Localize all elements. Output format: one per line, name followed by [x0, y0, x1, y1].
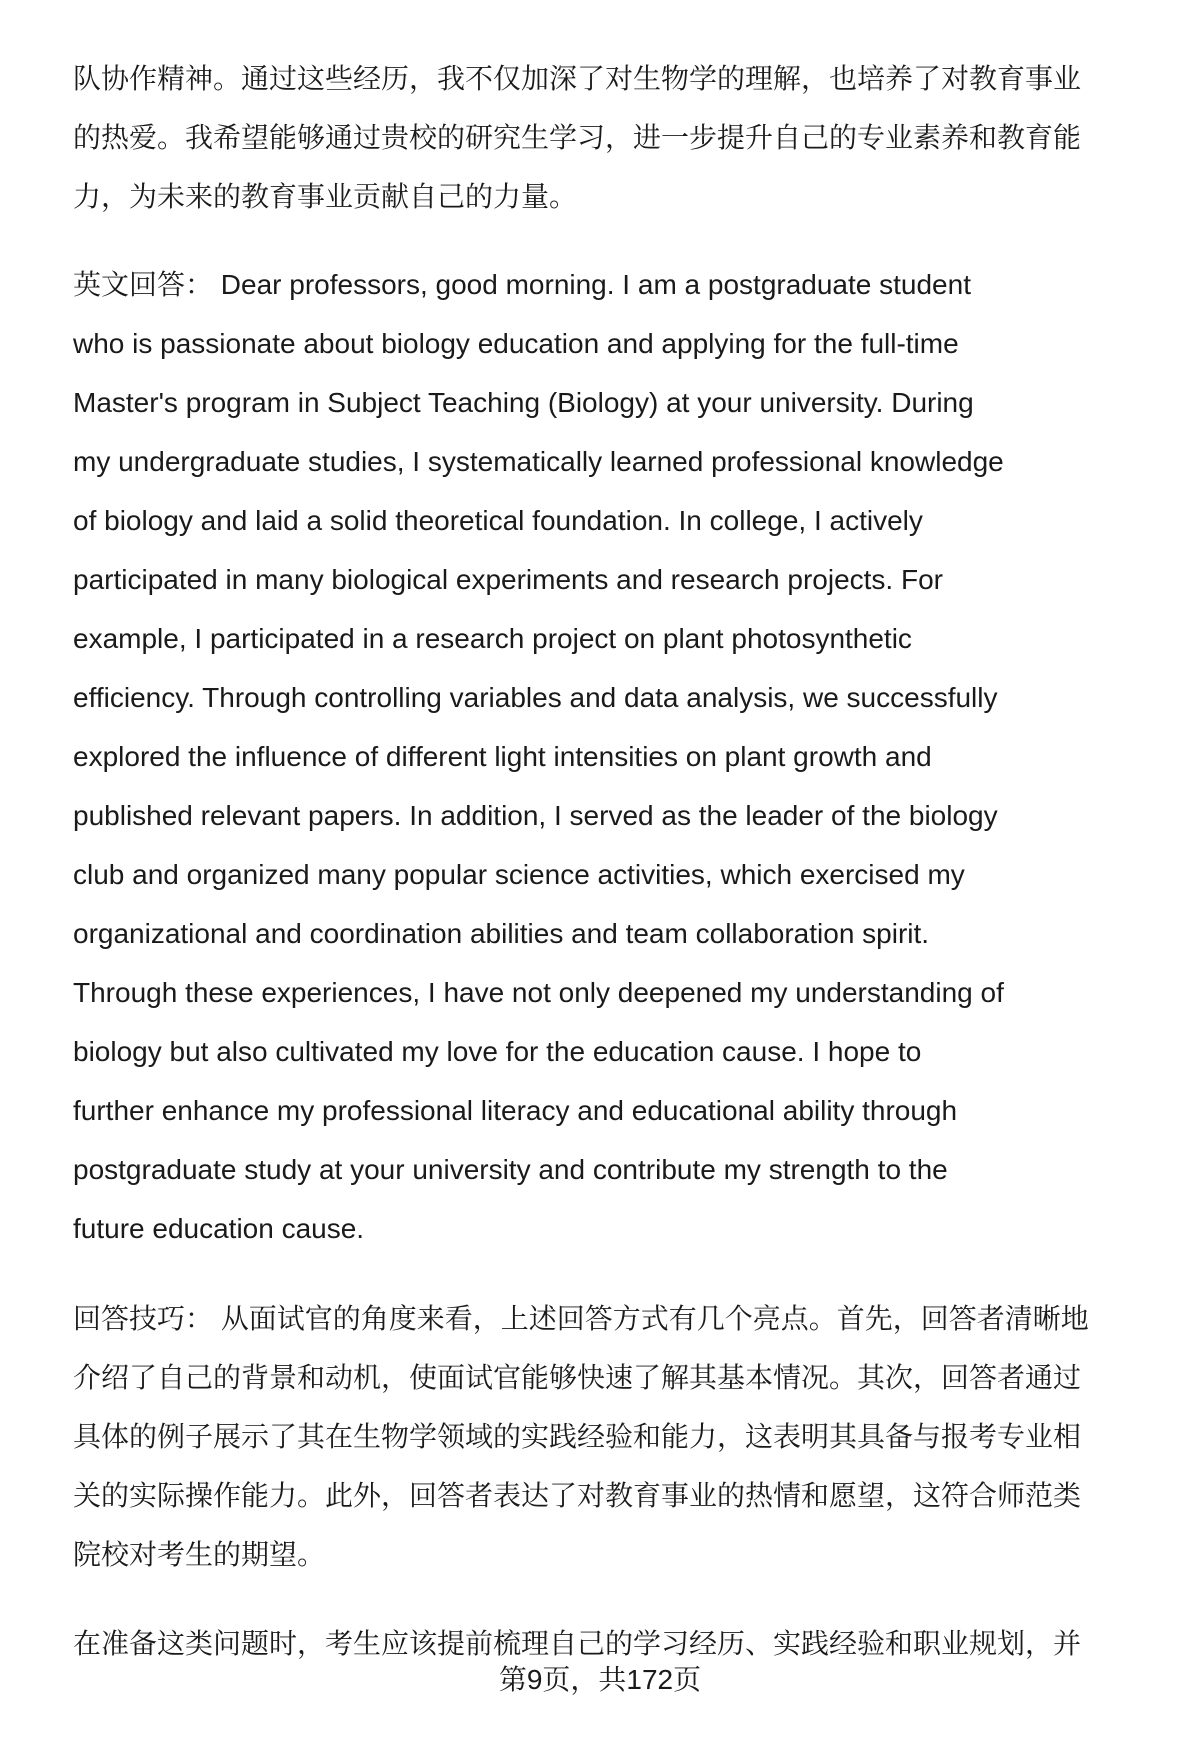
paragraph2-line: participated in many biological experiments and research projects. For	[73, 564, 943, 595]
paragraph1-line: 队协作精神。通过这些经历，我不仅加深了对生物学的理解，也培养了对教育事业	[73, 63, 1082, 94]
paragraph2-line: example, I participated in a research project on plant photosynthetic	[73, 623, 912, 654]
paragraph3-line: 院校对考生的期望。	[73, 1539, 326, 1570]
paragraph2-line: Master's program in Subject Teaching (Biology) at your university. During	[73, 387, 974, 418]
page-number: 第9页，共172页	[498, 1664, 702, 1695]
paragraph2-line: organizational and coordination abilities and team collaboration spirit.	[73, 918, 930, 949]
paragraph2-line: postgraduate study at your university and contribute my strength to the	[73, 1154, 948, 1185]
paragraph3-line: 关的实际操作能力。此外，回答者表达了对教育事业的热情和愿望，这符合师范类	[73, 1480, 1082, 1511]
paragraph2-line: my undergraduate studies, I systematically learned professional knowledge	[73, 446, 1004, 477]
paragraph1-line: 的热爱。我希望能够通过贵校的研究生学习，进一步提升自己的专业素养和教育能	[73, 122, 1082, 153]
paragraph2-line: of biology and laid a solid theoretical foundation. In college, I actively	[73, 505, 923, 536]
paragraph2-line: published relevant papers. In addition, I served as the leader of the biology	[73, 800, 998, 831]
paragraph3-line: 具体的例子展示了其在生物学领域的实践经验和能力，这表明其具备与报考专业相	[73, 1421, 1082, 1452]
paragraph4-line: 在准备这类问题时，考生应该提前梳理自己的学习经历、实践经验和职业规划，并	[73, 1628, 1082, 1659]
paragraph2-line: explored the influence of different light intensities on plant growth and	[73, 741, 932, 772]
paragraph2-line: future education cause.	[73, 1213, 365, 1244]
paragraph2-line: club and organized many popular science activities, which exercised my	[73, 859, 965, 890]
paragraph1-line: 力，为未来的教育事业贡献自己的力量。	[73, 181, 578, 212]
paragraph2-line: who is passionate about biology education and applying for the full-time	[73, 328, 959, 359]
paragraph2-line: efficiency. Through controlling variables and data analysis, we successfully	[73, 682, 998, 713]
paragraph2-line: Through these experiences, I have not only deepened my understanding of	[73, 977, 1004, 1008]
paragraph3-line: 回答技巧： 从面试官的角度来看，上述回答方式有几个亮点。首先，回答者清晰地	[73, 1303, 1089, 1334]
paragraph2-line: 英文回答： Dear professors, good morning. I am a postgraduate student	[73, 269, 971, 300]
paragraph2-line: biology but also cultivated my love for the education cause. I hope to	[73, 1036, 922, 1067]
paragraph2-line: further enhance my professional literacy and educational ability through	[73, 1095, 958, 1126]
paragraph3-line: 介绍了自己的背景和动机，使面试官能够快速了解其基本情况。其次，回答者通过	[73, 1362, 1082, 1393]
